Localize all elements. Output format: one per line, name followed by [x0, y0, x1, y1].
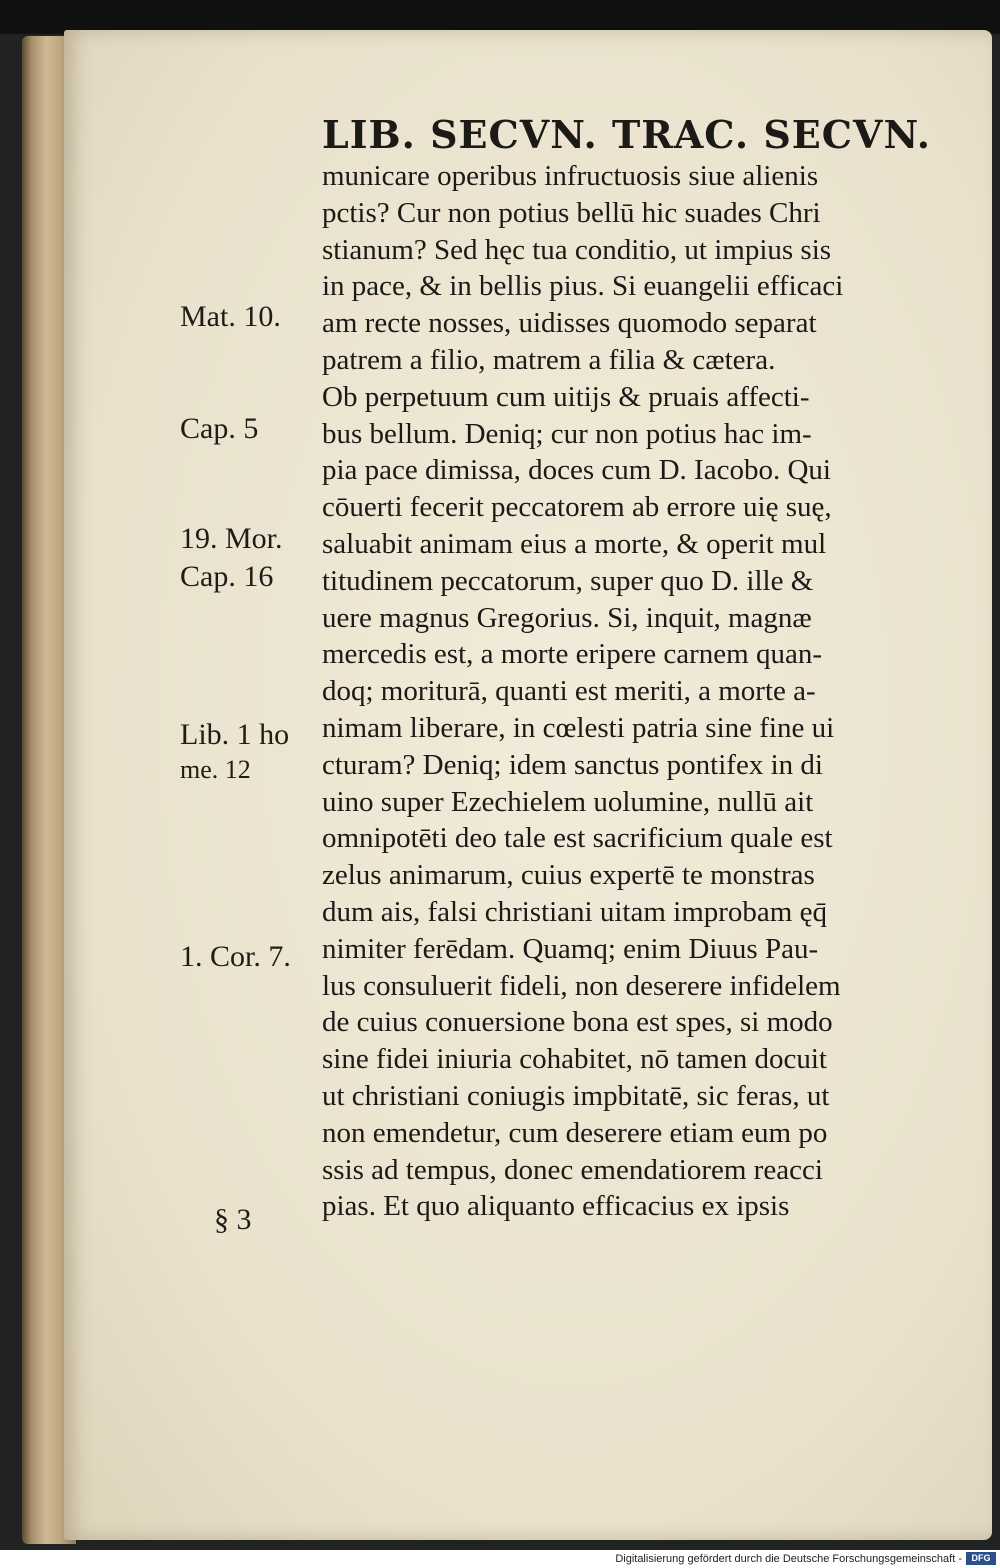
text-line: zelus animarum, cuius expertē te monstras	[322, 859, 815, 892]
text-line: de cuius conuersione bona est spes, si modo	[322, 1006, 833, 1039]
text-line: municare operibus infructuosis siue alienis	[322, 160, 819, 192]
text-line: saluabit animam eius a morte, & operit mul	[322, 527, 827, 560]
text-line: nimam liberare, in cœlesti patria sine fine ui	[322, 711, 835, 744]
text-line: uere magnus Gregorius. Si, inquit, magnæ	[322, 601, 812, 634]
margin-note-section-3: § 3	[214, 1203, 252, 1236]
text-line: pctis? Cur non potius bellū hic suades Chri	[322, 196, 821, 229]
text-line: uino super Ezechielem uolumine, nullū ait	[322, 785, 814, 818]
text-line: Ob perpetuum cum uitijs & pruais affecti-	[322, 380, 810, 413]
text-line: cōuerti fecerit peccatorem ab errore uię suę,	[322, 491, 832, 524]
text-line: pia pace dimissa, doces cum D. Iacobo. Qui	[322, 454, 831, 487]
text-line: cturam? Deniq; idem sanctus pontifex in di	[322, 748, 823, 781]
margin-note-me-12: me. 12	[180, 755, 251, 784]
body-text-block	[322, 158, 942, 1225]
margin-note-mat-10: Mat. 10.	[180, 300, 281, 333]
text-line: sine fidei iniuria cohabitet, nō tamen docuit	[322, 1043, 827, 1076]
dfg-logo: DFG	[966, 1552, 996, 1565]
text-line: ssis ad tempus, donec emendatiorem reacci	[322, 1153, 823, 1186]
text-line: omnipotēti deo tale est sacrificium quale est	[322, 822, 833, 855]
text-line: doq; moriturā, quanti est meriti, a morte a-	[322, 675, 816, 708]
text-line: titudinem peccatorum, super quo D. ille &	[322, 564, 814, 597]
text-line: mercedis est, a morte eripere carnem quan-	[322, 638, 822, 671]
text-line: non emendetur, cum deserere etiam eum po	[322, 1116, 828, 1149]
digitization-credit: Digitalisierung gefördert durch die Deutsche Forschungsgemeinschaft -	[615, 1553, 962, 1565]
running-header: LIB. SECVN. TRAC. SECVN.	[322, 112, 932, 157]
text-line: ut christiani coniugis impbitatē, sic feras, ut	[322, 1079, 830, 1112]
text-line: patrem a filio, matrem a filia & cætera.	[322, 343, 776, 376]
text-line: am recte nosses, uidisses quomodo separat	[322, 307, 817, 340]
text-line: bus bellum. Deniq; cur non potius hac im-	[322, 417, 812, 450]
margin-note-19-mor: 19. Mor.	[180, 522, 283, 555]
margin-note-1-cor-7: 1. Cor. 7.	[180, 940, 291, 973]
margin-note-cap-16: Cap. 16	[180, 560, 274, 593]
top-dark-margin	[0, 0, 1000, 34]
text-line: nimiter ferēdam. Quamq; enim Diuus Pau-	[322, 932, 819, 965]
margin-note-lib-1-ho: Lib. 1 ho	[180, 718, 290, 751]
margin-note-cap-5: Cap. 5	[180, 412, 259, 445]
text-line: in pace, & in bellis pius. Si euangelii efficaci	[322, 270, 844, 303]
text-line: lus consuluerit fideli, non deserere infidelem	[322, 969, 841, 1002]
text-line: dum ais, falsi christiani uitam improbam ęq̄	[322, 895, 827, 928]
text-line: pias. Et quo aliquanto efficacius ex ipsis	[322, 1190, 790, 1223]
text-line: stianum? Sed hęc tua conditio, ut impius sis	[322, 233, 832, 266]
